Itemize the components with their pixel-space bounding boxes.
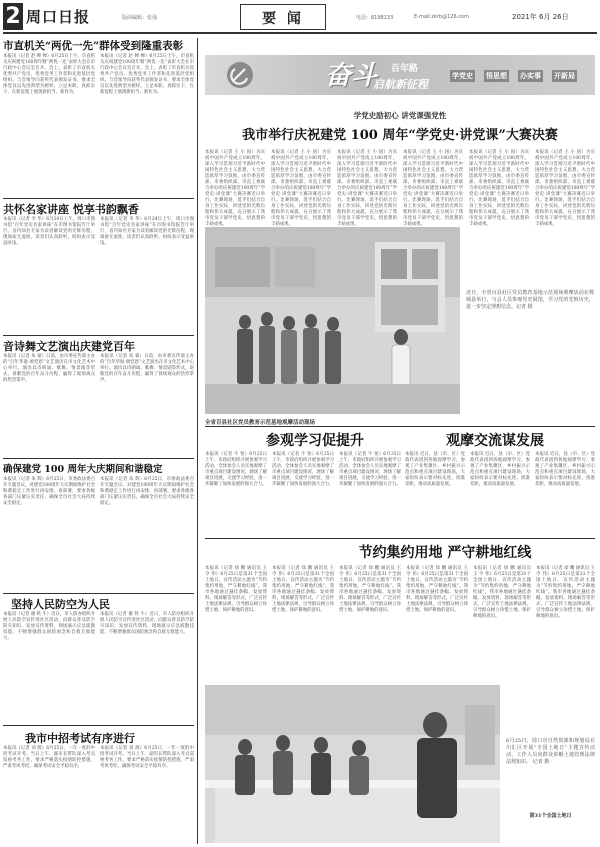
article-body-cont: 本报讯（记者 刘 源）6月25日，一年一度的中招考试开考。当日上午，副市长带队深入考点巡视考务工作，要求严格落实疫情防控措施，严肃考风考纪，确保考试安全平稳有序。 bbox=[100, 746, 194, 769]
lead-headline: 我市举行庆祝建党 100 周年“学党史·讲党课”大赛决赛 bbox=[242, 128, 558, 143]
lead-body-cont: 本报讯（记者 王 小 国）为庆祝中国共产党成立100周年，深入学习贯彻习近平新时代中国特色社会主义思想，大力营造浓厚学习氛围，由市委宣传部、市委组织部、市直工委联合举办的庆祝建党100周年“学党史·讲党课”大赛决赛近日举行。比赛现场，选手们结合自身工作实际，讲述党的光辉历程和伟大成就，充分展示了我市党员干部学党史、悟思想的丰硕成果。 bbox=[337, 150, 397, 227]
divider bbox=[205, 538, 595, 539]
banner-big-char: 奋斗 bbox=[325, 61, 378, 91]
divider bbox=[3, 593, 194, 594]
lead-body-cont: 本报讯（记者 王 小 国）为庆祝中国共产党成立100周年，深入学习贯彻习近平新时代中国特色社会主义思想，大力营造浓厚学习氛围，由市委宣传部、市委组织部、市直工委联合举办的庆祝建党100周年“学党史·讲党课”大赛决赛近日举行。比赛现场，选手们结合自身工作实际，讲述党的光辉历程和伟大成就，充分展示了我市党员干部学党史、悟思想的丰硕成果。 bbox=[535, 150, 595, 227]
middle-left-headline: 参观学习促提升 bbox=[266, 433, 364, 449]
article-body: 本报讯（记者 刘 源）6月25日，一年一度的中招考试开考。当日上午，副市长带队深入考点巡视考务工作，要求严格落实疫情防控措施，严肃考风考纪，确保考试安全平稳有序。 bbox=[3, 746, 95, 769]
bottom-body-cont: 本报讯（记者 徐 鹏 通讯员 王 令 伟）6月25日是第31个全国土地日，宣传活动主题为“节约集约用地，严守耕地红线”。我市各地通过悬挂条幅、发放资料、现场解答等形式，广泛宣传土地法律法规，引导群众树立珍惜土地、保护耕地的意识。 bbox=[272, 566, 334, 613]
article-headline: 坚持人民防空为人民 bbox=[11, 598, 110, 611]
article-body-cont: 本报讯（记者 谢 铁 牛）近日，市人防办组织开展人民防空宣传进社区活动，向群众普及防空防灾知识，发放宣传资料，现场演示应急疏散技能，不断增强群众国防观念和自救互救能力。 bbox=[100, 612, 194, 635]
paper-name: 周口日报 bbox=[26, 8, 91, 26]
article-headline: 我市中招考试有序进行 bbox=[25, 732, 135, 745]
left-column bbox=[3, 38, 194, 844]
article-headline: 确保建党 100 周年大庆期间和谐稳定 bbox=[3, 464, 163, 475]
banner-tag: 开新局 bbox=[554, 72, 575, 80]
bottom-body-cont: 本报讯（记者 徐 鹏 通讯员 王 令 伟）6月25日是第31个全国土地日，宣传活动主题为“节约集约用地，严守耕地红线”。我市各地通过悬挂条幅、发放资料、现场解答等形式，广泛宣传土地法律法规，引导群众树立珍惜土地、保护耕地的意识。 bbox=[536, 566, 595, 619]
middle-right-body-cont: 本报讯 近日，县（市、区）党政代表团到各地观摩学习，参观了产业集聚区、乡村振兴示范点和重点项目建设现场，大家纷纷表示要对标先进、找准差距，推动高质量发展。 bbox=[470, 452, 530, 487]
column-divider bbox=[197, 38, 198, 844]
bottom-photo-image bbox=[205, 685, 500, 843]
centennial-banner bbox=[205, 55, 595, 95]
banner-sub2: 启航新征程 bbox=[373, 78, 428, 91]
bottom-photo-label: 第31个全国土地日 bbox=[529, 813, 572, 819]
article-headline: 共怀名家讲座 悦享书韵飘香 bbox=[3, 203, 139, 216]
bottom-body-cont: 本报讯（记者 徐 鹏 通讯员 王 令 伟）6月25日是第31个全国土地日，宣传活动主题为“节约集约用地，严守耕地红线”。我市各地通过悬挂条幅、发放资料、现场解答等形式，广泛宣传土地法律法规，引导群众树立珍惜土地、保护耕地的意识。 bbox=[339, 566, 401, 613]
article-headline: 市直机关“两优一先”群体受到隆重表彰 bbox=[3, 40, 184, 52]
divider bbox=[205, 426, 595, 427]
bottom-body-cont: 本报讯（记者 徐 鹏 通讯员 王 令 伟）6月25日是第31个全国土地日，宣传活动主题为“节约集约用地，严守耕地红线”。我市各地通过悬挂条幅、发放资料、现场解答等形式，广泛宣传土地法律法规，引导群众树立珍惜土地、保护耕地的意识。 bbox=[406, 566, 468, 613]
banner-sub1: 百年路 bbox=[391, 64, 419, 74]
lead-body-cont: 本报讯（记者 王 小 国）为庆祝中国共产党成立100周年，深入学习贯彻习近平新时代中国特色社会主义思想，大力营造浓厚学习氛围，由市委宣传部、市委组织部、市直工委联合举办的庆祝建党100周年“学党史·讲党课”大赛决赛近日举行。比赛现场，选手们结合自身工作实际，讲述党的光辉历程和伟大成就，充分展示了我市党员干部学党史、悟思想的丰硕成果。 bbox=[469, 150, 529, 227]
middle-left-body-cont: 本报讯（记者 牛 恒）6月25日上午，市政府组织开展参观学习活动，全体参会人员实地观摩了市重点项目建设情况，现场了解项目进展，交流学习经验，进一步凝聚了加快发展的强大合力。 bbox=[339, 452, 401, 487]
article-headline: 音诗舞文艺演出庆建党百年 bbox=[3, 340, 135, 353]
article-body-cont: 本报讯（记者 李 华）6月24日上午，周口市图书馆“百年党史名家讲座”在市图书馆报告厅举行，省内知名专家为读者解读党的光辉历程，现场座无虚席，读者们认真聆听，纷纷表示受益匪浅。 bbox=[100, 217, 194, 246]
section-title: 要 闻 bbox=[262, 11, 304, 27]
article-4 bbox=[3, 461, 194, 586]
article-body-cont: 本报讯（记者 赵 婵 婵）6月25日上午，市直机关庆祝建党100周年暨“两优一先”表彰大会在市行政中心会议室召开。会上，表彰了市直机关优秀共产党员、优秀党务工作者和先进基层党组织。与会领导向获奖代表颁发证书，要求全体党员以先进典型为榜样，立足本职、真抓实干，在新征程上展现新担当、新作为。 bbox=[100, 54, 194, 95]
masthead bbox=[0, 0, 600, 40]
middle-right-headline: 观摩交流谋发展 bbox=[446, 433, 544, 449]
editor-line: 版面编辑：张强 bbox=[122, 15, 158, 21]
middle-left-body: 本报讯（记者 牛 恒）6月25日上午，市政府组织开展参观学习活动，全体参会人员实地观摩了市重点项目建设情况，现场了解项目进展，交流学习经验，进一步凝聚了加快发展的强大合力。 bbox=[205, 452, 267, 487]
divider bbox=[3, 335, 194, 336]
bottom-photo bbox=[205, 685, 500, 843]
email: E-mail:zkrb@126.com bbox=[414, 14, 469, 20]
lead-photo bbox=[205, 227, 460, 414]
article-body: 本报讯（记者 谢 铁 牛）近日，市人防办组织开展人民防空宣传进社区活动，向群众普及防空防灾知识，发放宣传资料，现场演示应急疏散技能，不断增强群众国防观念和自救互救能力。 bbox=[3, 612, 96, 641]
lead-kicker: 学党史励初心 讲党课强党性 bbox=[353, 111, 447, 120]
lead-body-cont: 本报讯（记者 王 小 国）为庆祝中国共产党成立100周年，深入学习贯彻习近平新时代中国特色社会主义思想，大力营造浓厚学习氛围，由市委宣传部、市委组织部、市直工委联合举办的庆祝建党100周年“学党史·讲党课”大赛决赛近日举行。比赛现场，选手们结合自身工作实际，讲述党的光辉历程和伟大成就，充分展示了我市党员干部学党史、悟思想的丰硕成果。 bbox=[403, 150, 463, 227]
lead-photo-image bbox=[205, 227, 460, 414]
article-body-cont: 本报讯（记者 朱 辉）6月25日，市委政法委召开专题会议，对建党100周年大庆期间维护社会和谐稳定工作进行再安排、再部署，要求各级各部门压紧压实责任，确保全市社会大局持续安全稳定。 bbox=[100, 477, 194, 506]
article-1 bbox=[3, 38, 194, 186]
lead-body-cont: 本报讯（记者 王 小 国）为庆祝中国共产党成立100周年，深入学习贯彻习近平新时代中国特色社会主义思想，大力营造浓厚学习氛围，由市委宣传部、市委组织部、市直工委联合举办的庆祝建党100周年“学党史·讲党课”大赛决赛近日举行。比赛现场，选手们结合自身工作实际，讲述党的光辉历程和伟大成就，充分展示了我市党员干部学党史、悟思想的丰硕成果。 bbox=[271, 150, 331, 227]
article-5 bbox=[3, 596, 194, 746]
party-emblem-icon bbox=[225, 60, 255, 90]
article-3 bbox=[3, 338, 194, 451]
masthead-rule bbox=[3, 32, 597, 34]
article-body: 本报讯（记者 赵 婵 婵）6月25日上午，市直机关庆祝建党100周年暨“两优一先”表彰大会在市行政中心会议室召开。会上，表彰了市直机关优秀共产党员、优秀党务工作者和先进基层党组织。与会领导向获奖代表颁发证书，要求全体党员以先进典型为榜样，立足本职、真抓实干，在新征程上展现新担当、新作为。 bbox=[3, 54, 95, 95]
lead-photo-caption: 近日，全省百县社区党员教育基地示范现场观摩活动在郸城县举行，与会人员参观党史展馆，学习党的光辉历史，进一步坚定理想信念。记者 摄 bbox=[466, 290, 594, 310]
middle-right-body-cont: 本报讯 近日，县（市、区）党政代表团到各地观摩学习，参观了产业集聚区、乡村振兴示范点和重点项目建设现场，大家纷纷表示要对标先进、找准差距，推动高质量发展。 bbox=[535, 452, 595, 487]
divider bbox=[3, 725, 194, 726]
divider bbox=[3, 458, 194, 459]
bottom-body-cont: 本报讯（记者 徐 鹏 通讯员 王 令 伟）6月25日是第31个全国土地日，宣传活动主题为“节约集约用地，严守耕地红线”。我市各地通过悬挂条幅、发放资料、现场解答等形式，广泛宣传土地法律法规，引导群众树立珍惜土地、保护耕地的意识。 bbox=[473, 566, 531, 619]
article-6 bbox=[3, 728, 194, 844]
article-body: 本报讯（记者 朱 辉）6月25日，市委政法委召开专题会议，对建党100周年大庆期间维护社会和谐稳定工作进行再安排、再部署，要求各级各部门压紧压实责任，确保全市社会大局持续安全稳定。 bbox=[3, 477, 95, 506]
bottom-body: 本报讯（记者 徐 鹏 通讯员 王 令 伟）6月25日是第31个全国土地日，宣传活动主题为“节约集约用地，严守耕地红线”。我市各地通过悬挂条幅、发放资料、现场解答等形式，广泛宣传土地法律法规，引导群众树立珍惜土地、保护耕地的意识。 bbox=[205, 566, 267, 613]
article-2 bbox=[3, 201, 194, 318]
middle-right-body: 本报讯 近日，县（市、区）党政代表团到各地观摩学习，参观了产业集聚区、乡村振兴示范点和重点项目建设现场，大家纷纷表示要对标先进、找准差距，推动高质量发展。 bbox=[405, 452, 465, 487]
banner-tag: 学党史 bbox=[452, 72, 473, 80]
article-body: 本报讯（记者 李 华）6月24日上午，周口市图书馆“百年党史名家讲座”在市图书馆报告厅举行，省内知名专家为读者解读党的光辉历程，现场座无虚席，读者们认真聆听，纷纷表示受益匪浅。 bbox=[3, 217, 95, 246]
middle-left-body-cont: 本报讯（记者 牛 恒）6月25日上午，市政府组织开展参观学习活动，全体参会人员实地观摩了市重点项目建设情况，现场了解项目进展，交流学习经验，进一步凝聚了加快发展的强大合力。 bbox=[272, 452, 334, 487]
article-body: 本报讯（记者 朱 蒙）日前，由市委宣传部主办的“百年华诞·颂党恩”文艺演出在市文化艺术中心举行。演出以诗朗诵、歌舞、情景剧等形式，讴歌党的百年奋斗历程，赢得了现场观众的热烈掌声。 bbox=[3, 354, 95, 383]
phone: 电话：8198133 bbox=[356, 15, 394, 21]
lead-body: 本报讯（记者 王 小 国）为庆祝中国共产党成立100周年，深入学习贯彻习近平新时代中国特色社会主义思想，大力营造浓厚学习氛围，由市委宣传部、市委组织部、市直工委联合举办的庆祝建党100周年“学党史·讲党课”大赛决赛近日举行。比赛现场，选手们结合自身工作实际，讲述党的光辉历程和伟大成就，充分展示了我市党员干部学党史、悟思想的丰硕成果。 bbox=[205, 150, 265, 227]
lead-photo-credit: 全省百县社区党员教育示范基地观摩活动现场 bbox=[205, 420, 316, 426]
page-number: 2 bbox=[3, 3, 23, 30]
issue-date: 2021年 6月 26日 bbox=[512, 13, 569, 21]
divider bbox=[3, 198, 194, 199]
banner-tag: 悟思想 bbox=[486, 72, 507, 80]
bottom-headline: 节约集约用地 严守耕地红线 bbox=[358, 545, 532, 561]
article-body-cont: 本报讯（记者 朱 蒙）日前，由市委宣传部主办的“百年华诞·颂党恩”文艺演出在市文化艺术中心举行。演出以诗朗诵、歌舞、情景剧等形式，讴歌党的百年奋斗历程，赢得了现场观众的热烈掌声。 bbox=[100, 354, 194, 383]
bottom-photo-caption: 6月25日，周口市自然资源和规划局在川汇区开展“全国土地日”主题宣传活动，工作人员向群众讲解土地管理法律法规知识。 记者 摄 bbox=[506, 738, 595, 765]
banner-tag: 办实事 bbox=[520, 72, 541, 80]
